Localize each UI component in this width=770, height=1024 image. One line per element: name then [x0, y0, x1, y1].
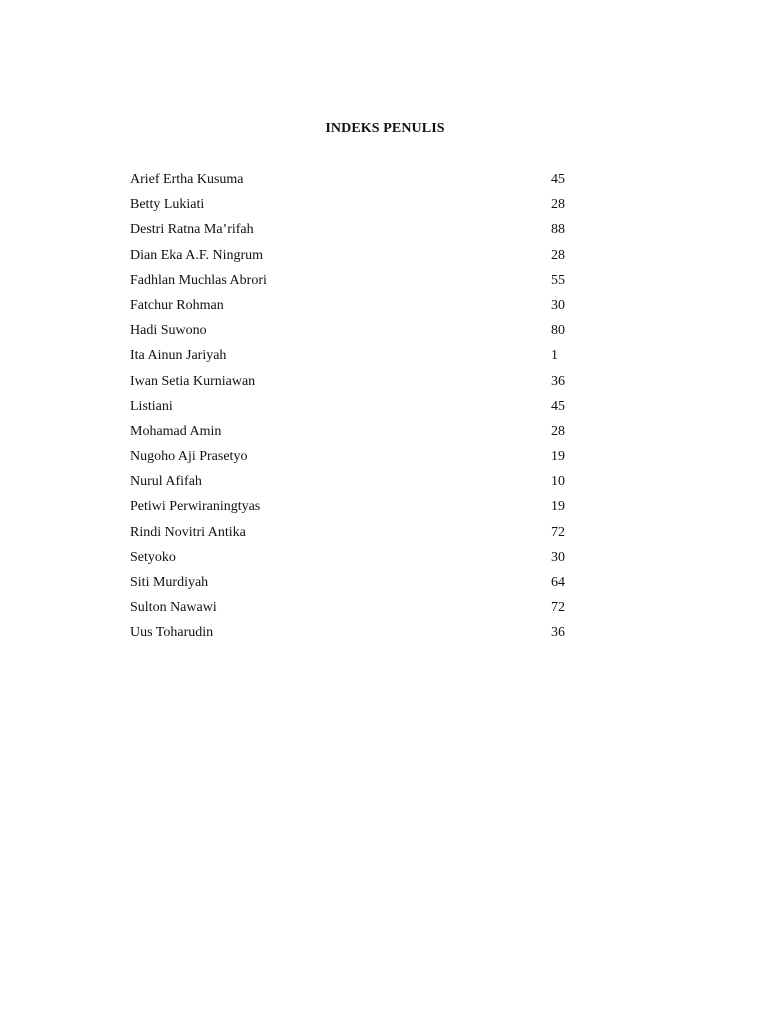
index-entry — [130, 170, 590, 195]
page-number: 64 — [551, 575, 565, 590]
author-name: Siti Murdiyah — [130, 575, 209, 590]
page-number: 19 — [551, 499, 565, 515]
page-number: 45 — [551, 398, 565, 414]
index-entry — [130, 447, 590, 472]
index-entry — [130, 497, 590, 522]
author-name: Iwan Setia Kurniawan — [130, 373, 256, 389]
author-name: Dian Eka A.F. Ningrum — [130, 247, 264, 263]
author-name: Setyoko — [130, 549, 176, 565]
page-number: 55 — [551, 272, 565, 288]
index-entry — [130, 346, 590, 371]
index-entry — [130, 321, 590, 346]
page-number: 30 — [551, 549, 565, 565]
page-number: 19 — [551, 449, 565, 465]
page-number: 10 — [551, 474, 565, 490]
page-title: INDEKS PENULIS — [325, 121, 445, 136]
index-entry — [130, 623, 590, 648]
page-number: 80 — [551, 323, 565, 339]
page-number: 28 — [551, 423, 565, 439]
page-number: 72 — [551, 524, 565, 540]
page-number: 30 — [551, 297, 565, 313]
author-name: Fatchur Rohman — [130, 297, 224, 313]
page-number: 28 — [551, 247, 565, 263]
author-name: Listiani — [130, 398, 173, 414]
author-index-list — [130, 170, 590, 649]
index-entry — [130, 271, 590, 296]
author-name: Nugoho Aji Prasetyo — [130, 449, 248, 465]
index-entry — [130, 548, 590, 573]
page-number: 28 — [551, 197, 565, 213]
author-name: Fadhlan Muchlas Abrori — [130, 272, 267, 288]
author-name: Nurul Afifah — [130, 474, 202, 490]
index-entry — [130, 422, 590, 447]
page-number: 72 — [551, 600, 565, 616]
index-entry — [130, 195, 590, 220]
page-number: 88 — [551, 222, 565, 238]
author-name: Arief Ertha Kusuma — [130, 172, 244, 187]
index-entry — [130, 296, 590, 321]
page-number: 1 — [551, 348, 558, 364]
author-name: Hadi Suwono — [130, 323, 207, 339]
author-name: Uus Toharudin — [130, 625, 214, 641]
index-entry — [130, 523, 590, 548]
author-name: Destri Ratna Ma’rifah — [130, 222, 254, 238]
author-name: Sulton Nawawi — [130, 600, 217, 616]
author-name: Betty Lukiati — [130, 197, 205, 213]
author-name: Rindi Novitri Antika — [130, 524, 246, 540]
index-entry — [130, 397, 590, 422]
author-name: Mohamad Amin — [130, 423, 222, 439]
index-entry — [130, 220, 590, 245]
index-entry — [130, 246, 590, 271]
page-number: 36 — [551, 625, 565, 641]
page-number: 45 — [551, 172, 565, 187]
author-name: Ita Ainun Jariyah — [130, 348, 227, 364]
index-entry — [130, 472, 590, 497]
index-entry — [130, 598, 590, 623]
author-name: Petiwi Perwiraningtyas — [130, 499, 261, 515]
index-entry — [130, 372, 590, 397]
page-number: 36 — [551, 373, 565, 389]
index-entry — [130, 573, 590, 598]
